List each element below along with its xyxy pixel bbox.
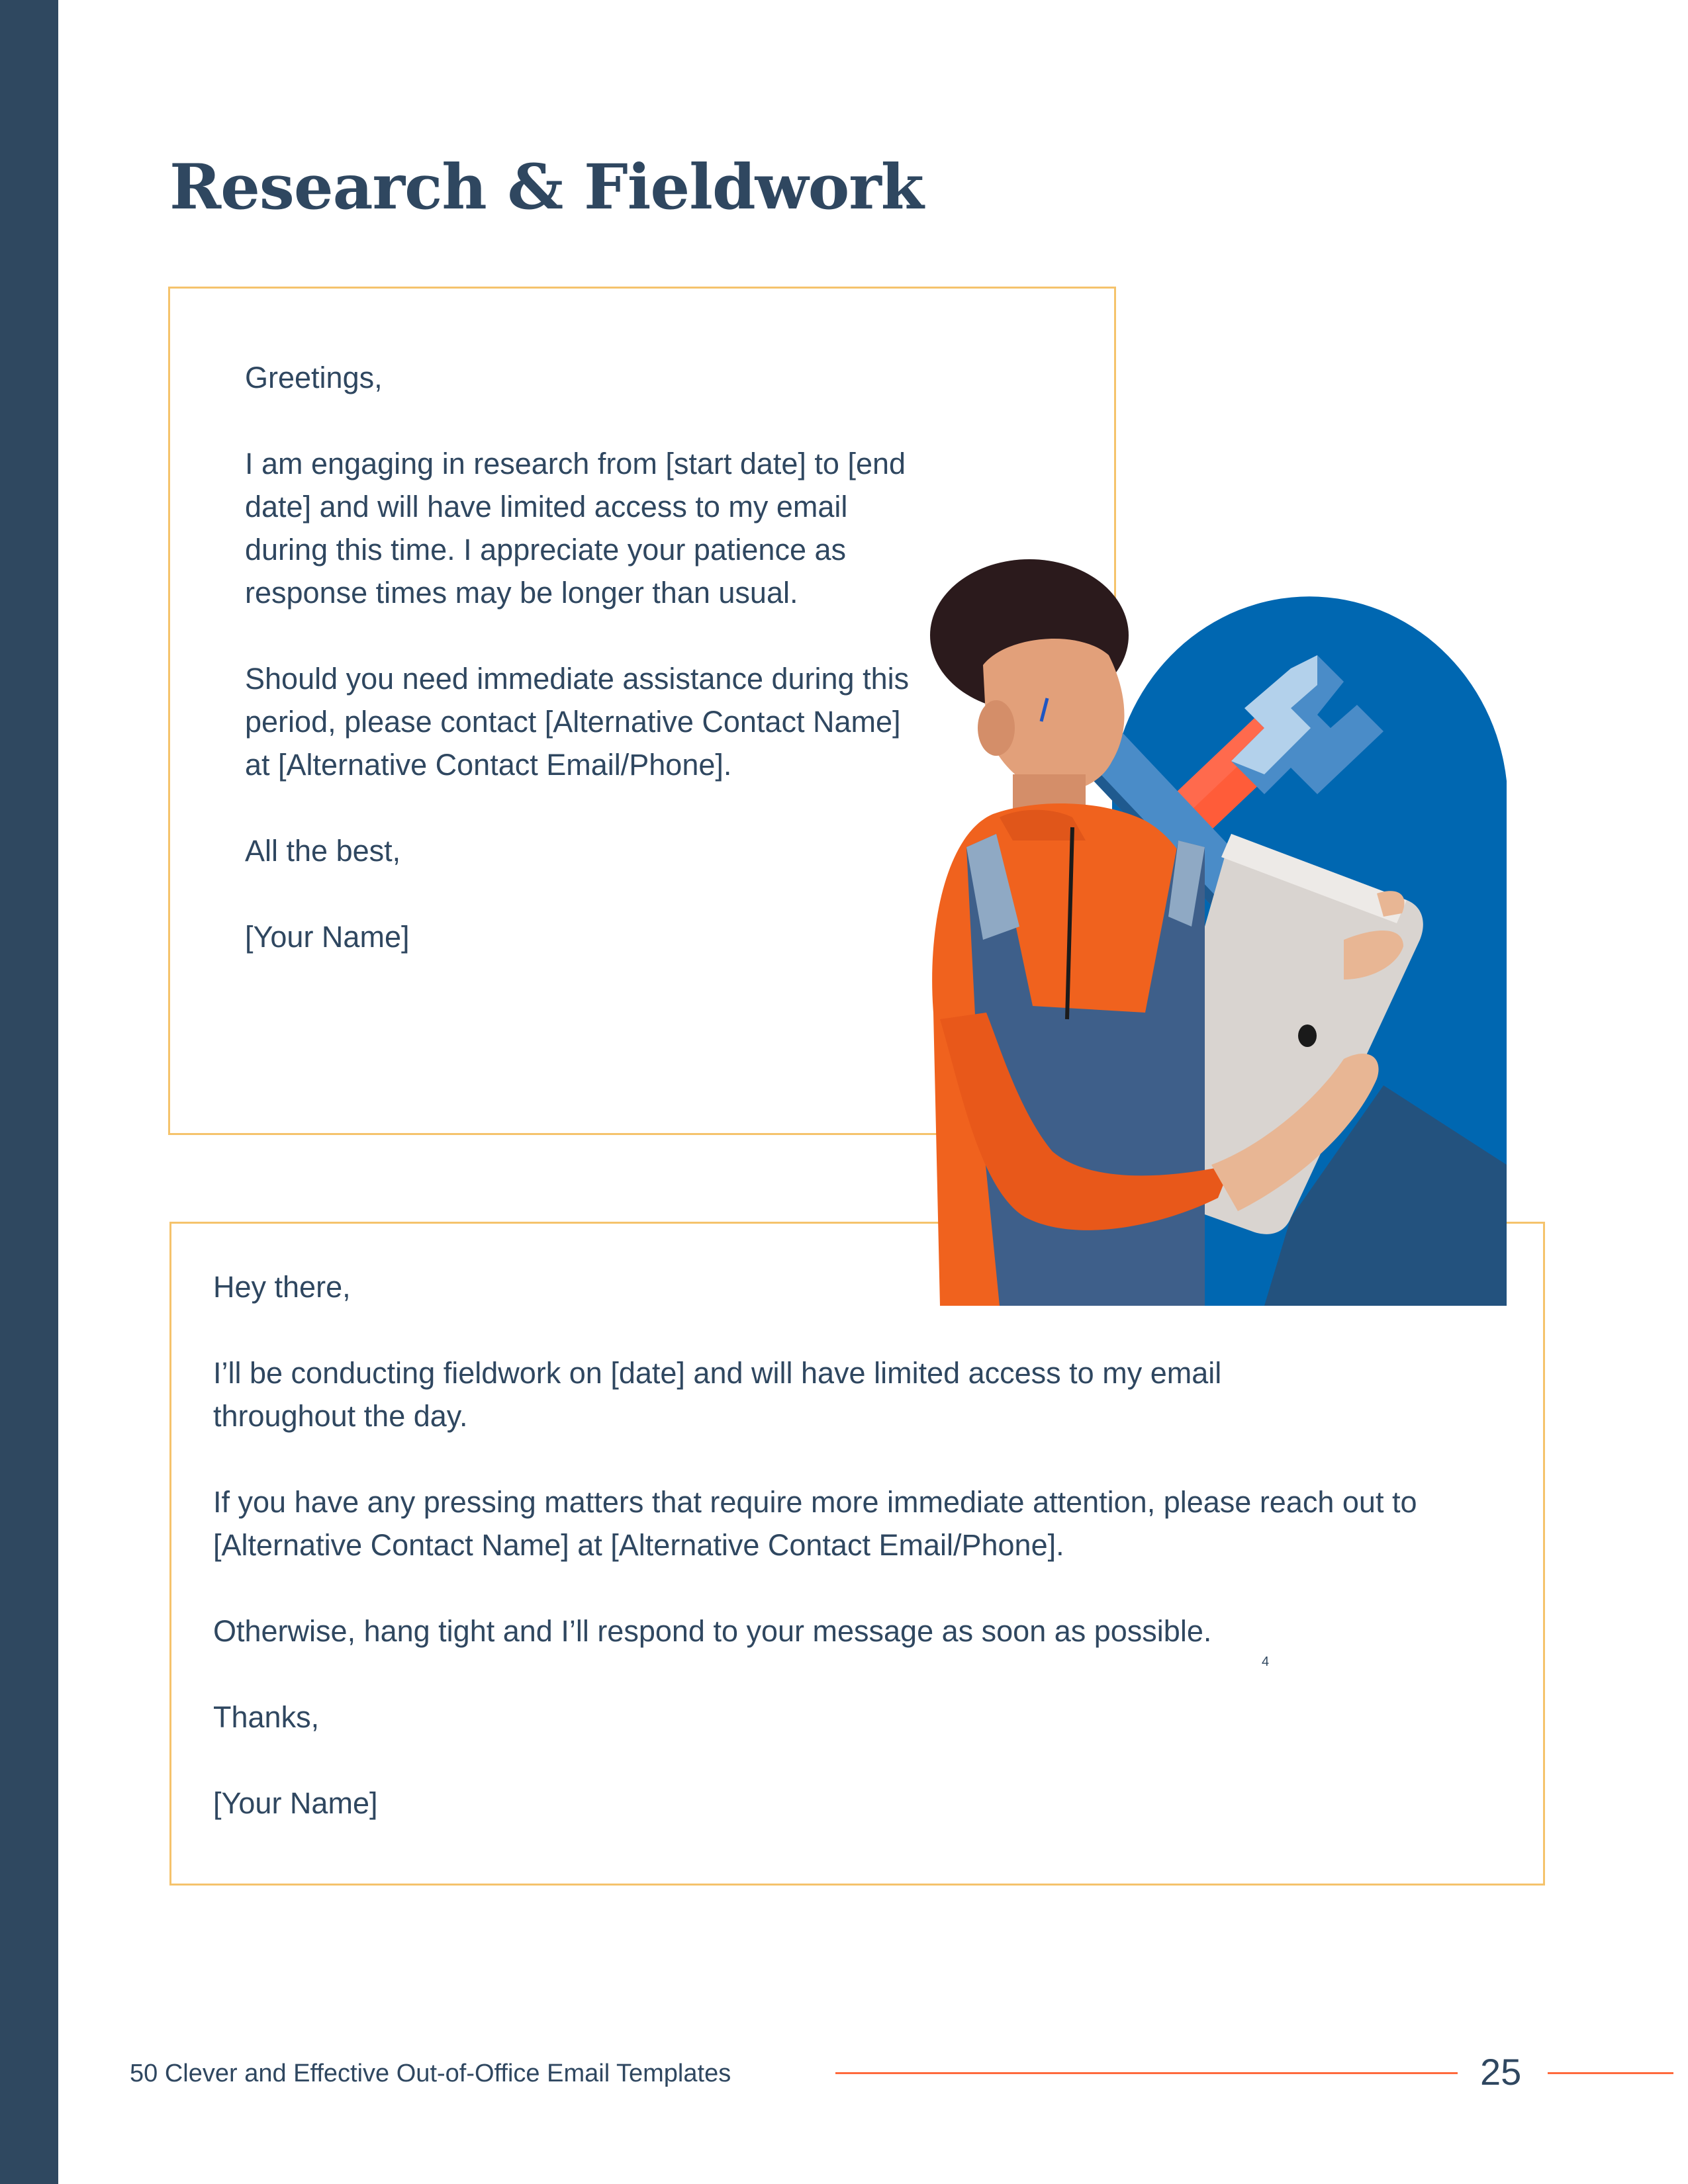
page-title: Research & Fieldwork xyxy=(169,151,923,224)
signature: [Your Name] xyxy=(213,1786,378,1820)
footer-rule-left xyxy=(835,2072,1458,2074)
paragraph: Otherwise, hang tight and I’ll respond to your message as soon as possible. xyxy=(213,1614,1212,1648)
page-number: 25 xyxy=(1480,2051,1522,2093)
footer-rule-right xyxy=(1548,2072,1673,2074)
template-text-fieldwork xyxy=(213,1265,1511,1825)
sign-off: Thanks, xyxy=(213,1700,320,1734)
laptop-logo xyxy=(1298,1024,1317,1047)
greeting: Hey there, xyxy=(213,1270,351,1304)
greeting: Greetings, xyxy=(245,361,383,394)
person-with-laptop-illustration xyxy=(920,556,1516,1310)
sidebar-accent-bar xyxy=(0,0,58,2184)
signature: [Your Name] xyxy=(245,920,410,954)
sign-off: All the best, xyxy=(245,834,401,868)
paragraph: Should you need immediate assistance during this period, please contact [Alternative Contact Name] at [Alternative Contact Email/Phone]. xyxy=(245,662,910,782)
stray-mark: 4 xyxy=(1262,1655,1270,1669)
paragraph: If you have any pressing matters that require more immediate attention, please reach out to [Alternative Contact Name] at [Alternative Contact Email/Phone]. xyxy=(213,1485,1417,1562)
paragraph: I’ll be conducting fieldwork on [date] and will have limited access to my email throughout the day. xyxy=(213,1356,1222,1433)
template-text-research xyxy=(245,356,960,958)
footer-document-title: 50 Clever and Effective Out-of-Office Email Templates xyxy=(130,2060,731,2087)
paragraph: I am engaging in research from [start date] to [end date] and will have limited access to my email during this time. I appreciate your patience as response times may be longer than usual. xyxy=(245,447,906,610)
